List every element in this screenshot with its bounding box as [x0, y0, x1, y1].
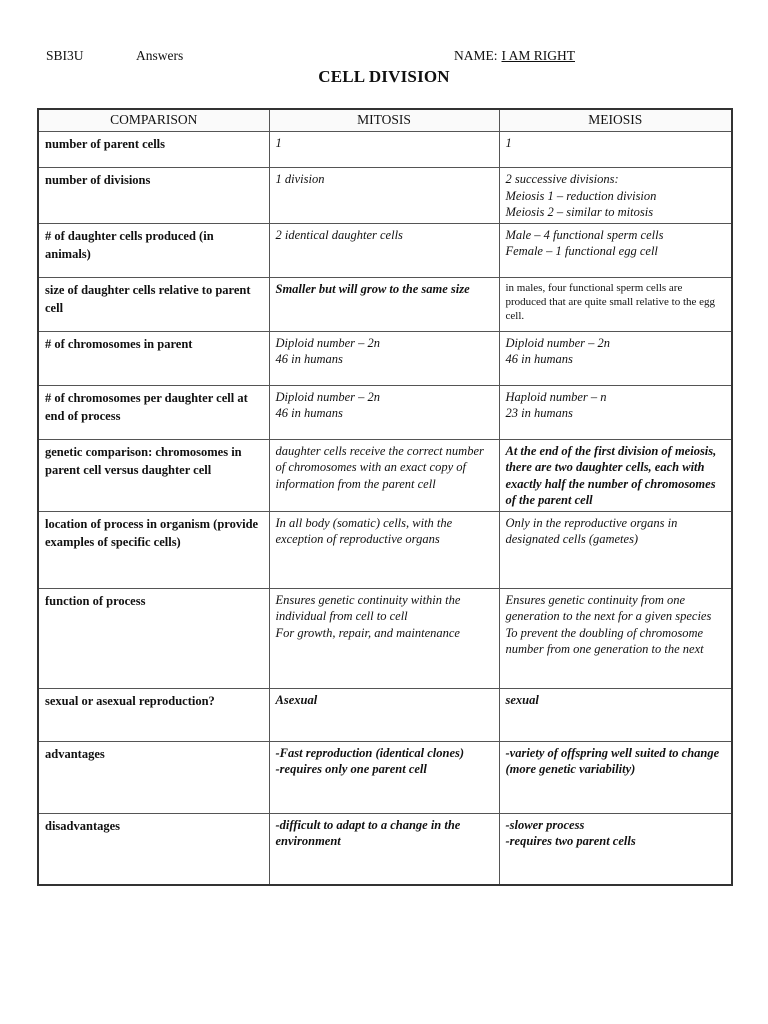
mitosis-cell [269, 688, 499, 741]
meiosis-cell [499, 588, 732, 688]
column-header-mitosis: MITOSIS [269, 109, 499, 132]
row-label: # of chromosomes per daughter cell at end of process [38, 385, 269, 439]
name-field [454, 48, 575, 64]
row-label: genetic comparison: chromosomes in parent cell versus daughter cell [38, 439, 269, 511]
mitosis-cell-line: 46 in humans [275, 352, 343, 366]
meiosis-cell-line: sexual [505, 692, 539, 707]
table-row [38, 168, 732, 224]
meiosis-cell-line: 2 successive divisions: [505, 172, 619, 186]
row-label: advantages [38, 741, 269, 813]
meiosis-cell [499, 223, 732, 277]
mitosis-cell [269, 385, 499, 439]
mitosis-cell [269, 439, 499, 511]
meiosis-cell-line: 46 in humans [505, 352, 573, 366]
mitosis-cell-line: Smaller but will grow to the same size [275, 281, 470, 296]
mitosis-cell-line: 46 in humans [275, 406, 343, 420]
mitosis-cell [269, 277, 499, 331]
page-title: CELL DIVISION [318, 67, 450, 86]
table-row [38, 223, 732, 277]
meiosis-cell [499, 813, 732, 885]
comparison-table [37, 108, 733, 886]
table-header-row [38, 109, 732, 132]
meiosis-cell [499, 439, 732, 511]
meiosis-cell-line: Ensures genetic continuity from one generation to the next for a given species [505, 592, 712, 623]
table-row [38, 439, 732, 511]
mitosis-cell-line: Ensures genetic continuity within the individual from cell to cell [275, 592, 461, 623]
meiosis-cell-line: 1 [505, 136, 512, 150]
table-row [38, 331, 732, 385]
column-header-meiosis: MEIOSIS [499, 109, 732, 132]
meiosis-cell [499, 132, 732, 168]
table-row [38, 741, 732, 813]
meiosis-cell [499, 688, 732, 741]
name-label: NAME: [454, 48, 498, 63]
meiosis-cell-line: 23 in humans [505, 406, 573, 420]
row-label: sexual or asexual reproduction? [38, 688, 269, 741]
table-row [38, 588, 732, 688]
meiosis-cell-line: Female – 1 functional egg cell [505, 244, 658, 258]
mitosis-cell-line: In all body (somatic) cells, with the exception of reproductive organs [275, 515, 453, 546]
meiosis-cell [499, 277, 732, 331]
table-row [38, 385, 732, 439]
mitosis-cell-line: 1 [275, 136, 282, 150]
mitosis-cell-line: -Fast reproduction (identical clones) [275, 745, 465, 760]
mitosis-cell [269, 588, 499, 688]
name-value: I AM RIGHT [501, 48, 575, 63]
mitosis-cell-line: Asexual [275, 692, 318, 707]
mitosis-cell [269, 511, 499, 588]
meiosis-cell-line: Diploid number – 2n [505, 335, 611, 350]
mitosis-cell-line: 1 division [275, 172, 325, 186]
mitosis-cell-line: Diploid number – 2n [275, 335, 381, 350]
row-label: location of process in organism (provide examples of specific cells) [38, 511, 269, 588]
meiosis-cell-line: -variety of offspring well suited to change (more genetic variability) [505, 745, 720, 776]
meiosis-cell [499, 741, 732, 813]
mitosis-cell [269, 813, 499, 885]
mitosis-cell [269, 741, 499, 813]
mitosis-cell-line: Diploid number – 2n [275, 389, 381, 404]
table-row [38, 132, 732, 168]
mitosis-cell-line: daughter cells receive the correct number of chromosomes with an exact copy of information from the parent cell [275, 443, 484, 491]
meiosis-cell-line: -requires two parent cells [505, 834, 636, 848]
meiosis-cell-line: To prevent the doubling of chromosome number from one generation to the next [505, 625, 704, 656]
mitosis-cell [269, 168, 499, 224]
row-label: # of daughter cells produced (in animals) [38, 223, 269, 277]
mitosis-cell-line: -requires only one parent cell [275, 762, 427, 776]
mitosis-cell-line: -difficult to adapt to a change in the environment [275, 817, 461, 848]
meiosis-cell [499, 511, 732, 588]
row-label: number of divisions [38, 168, 269, 224]
row-label: function of process [38, 588, 269, 688]
meiosis-cell-line: Meiosis 2 – similar to mitosis [505, 205, 654, 219]
meiosis-cell-line: Meiosis 1 – reduction division [505, 188, 657, 203]
meiosis-cell-line: -slower process [505, 817, 585, 832]
meiosis-cell [499, 385, 732, 439]
answers-label: Answers [136, 48, 184, 63]
mitosis-cell-line: 2 identical daughter cells [275, 227, 403, 242]
row-label: number of parent cells [38, 132, 269, 168]
row-label: disadvantages [38, 813, 269, 885]
meiosis-cell-line: Male – 4 functional sperm cells [505, 227, 664, 242]
mitosis-cell [269, 132, 499, 168]
course-code: SBI3U [46, 48, 84, 63]
mitosis-cell [269, 331, 499, 385]
row-label: size of daughter cells relative to parent cell [38, 277, 269, 331]
table-row [38, 813, 732, 885]
meiosis-cell-line: Only in the reproductive organs in designated cells (gametes) [505, 515, 678, 546]
table-row [38, 688, 732, 741]
meiosis-cell [499, 331, 732, 385]
table-row [38, 511, 732, 588]
meiosis-cell-line: Haploid number – n [505, 389, 607, 404]
column-header-comparison: COMPARISON [38, 109, 269, 132]
meiosis-cell-line: At the end of the first division of meiosis, there are two daughter cells, each with exactly half the number of chromosomes of the parent cell [505, 443, 717, 507]
meiosis-cell [499, 168, 732, 224]
meiosis-cell-line: in males, four functional sperm cells are produced that are quite small relative to the egg cell. [505, 281, 716, 322]
table-row [38, 277, 732, 331]
row-label: # of chromosomes in parent [38, 331, 269, 385]
mitosis-cell-line: For growth, repair, and maintenance [275, 625, 460, 640]
mitosis-cell [269, 223, 499, 277]
